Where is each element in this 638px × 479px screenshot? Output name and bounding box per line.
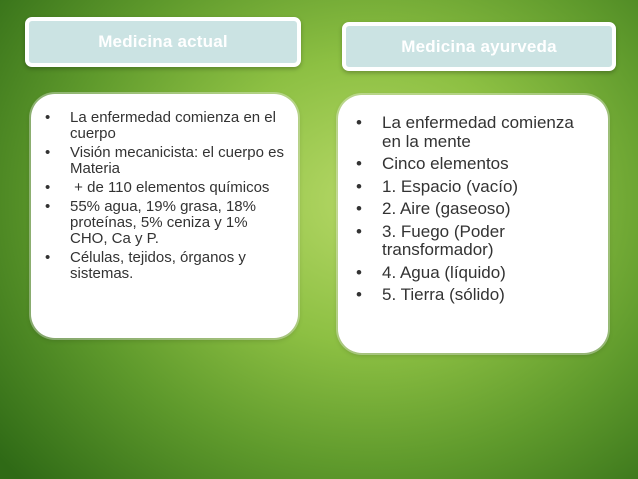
list-item-text: 5. Tierra (sólido) (382, 285, 505, 304)
bullet-icon: • (45, 249, 51, 266)
bullet-icon: • (356, 262, 362, 282)
list-item-text: La enfermedad comienza en el cuerpo (70, 109, 276, 142)
bullet-icon: • (356, 176, 362, 196)
list-item-text: Células, tejidos, órganos y sistemas. (70, 249, 246, 282)
list-item-text: + de 110 elementos químicos (70, 179, 270, 196)
list-item (356, 178, 596, 197)
bullet-icon: • (356, 113, 362, 132)
list-item (356, 114, 596, 151)
panel-medicina-actual (31, 94, 298, 338)
bullet-icon: • (45, 109, 51, 126)
list-item (45, 145, 284, 177)
list-item (45, 250, 284, 282)
bullet-list-medicina-ayurveda (356, 114, 596, 305)
list-item-text: La enfermedad comienza en la mente (382, 113, 574, 151)
bullet-icon: • (356, 199, 362, 218)
list-item-text: 1. Espacio (vacío) (382, 176, 519, 196)
panel-medicina-ayurveda (338, 95, 608, 353)
header-medicina-ayurveda (342, 22, 616, 71)
list-item-text: Cinco elementos (382, 154, 509, 173)
bullet-icon: • (356, 221, 362, 241)
list-item (356, 223, 596, 260)
list-item (45, 110, 284, 142)
list-item (356, 286, 596, 305)
bullet-icon: • (45, 179, 51, 196)
list-item (45, 180, 284, 196)
bullet-icon: • (356, 285, 362, 304)
list-item (356, 200, 596, 219)
bullet-list-medicina-actual (45, 110, 284, 282)
header-medicina-ayurveda-title: Medicina ayurveda (401, 36, 557, 56)
list-item-text: 4. Agua (líquido) (382, 262, 506, 282)
list-item-text: 3. Fuego (Poder transformador) (382, 221, 505, 259)
list-item-text: Visión mecanicista: el cuerpo es Materia (70, 144, 284, 177)
bullet-icon: • (45, 198, 51, 215)
list-item-text: 55% agua, 19% grasa, 18% proteínas, 5% ceniza y 1% CHO, Ca y P. (70, 198, 256, 247)
header-medicina-actual (25, 17, 301, 67)
list-item-text: 2. Aire (gaseoso) (382, 199, 511, 218)
list-item (45, 199, 284, 247)
header-medicina-actual-title: Medicina actual (98, 32, 228, 51)
list-item (356, 264, 596, 283)
bullet-icon: • (45, 144, 51, 161)
list-item (356, 155, 596, 174)
bullet-icon: • (356, 154, 362, 173)
